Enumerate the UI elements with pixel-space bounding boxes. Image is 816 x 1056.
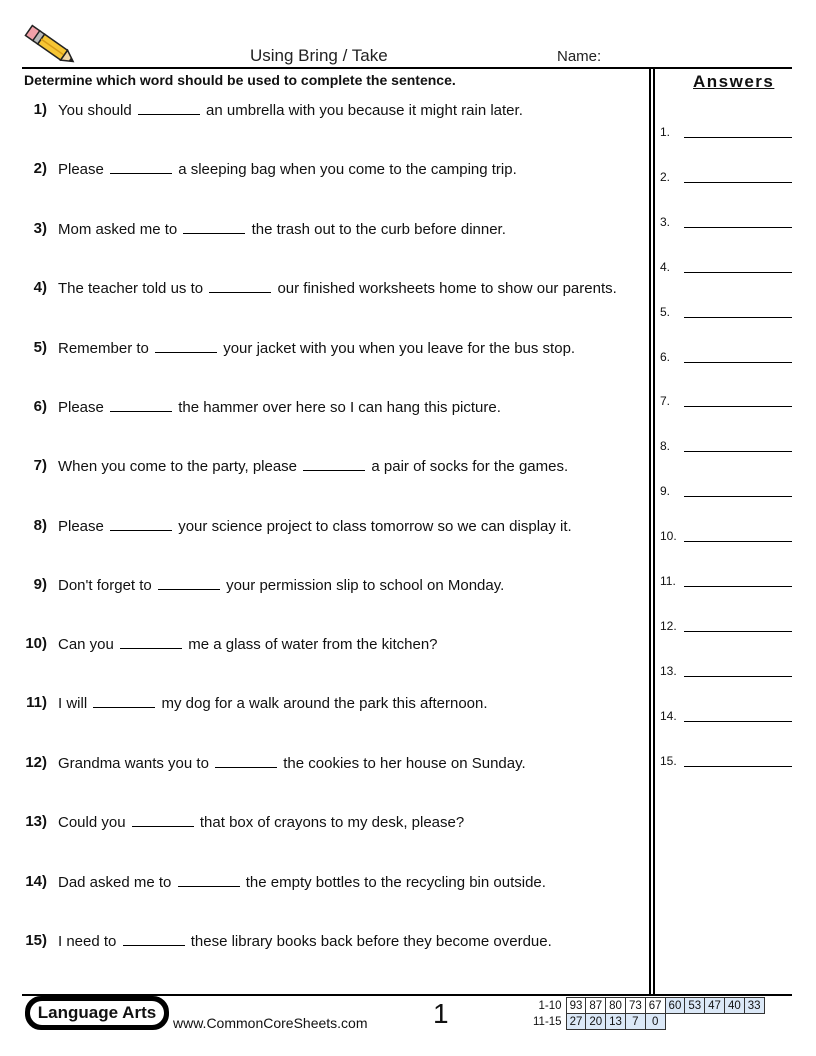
- answer-number: 9.: [660, 484, 671, 499]
- question-text-after: a sleeping bag when you come to the camping trip.: [178, 161, 517, 178]
- answer-item: [660, 305, 792, 321]
- score-cell-empty: [744, 1014, 764, 1030]
- fill-in-blank: [215, 753, 277, 768]
- question-text-after: your science project to class tomorrow so we can display it.: [178, 518, 572, 535]
- fill-in-blank: [110, 397, 172, 412]
- question-text-before: I will: [58, 695, 88, 712]
- score-cell: 80: [606, 998, 626, 1014]
- score-cell: 7: [625, 1014, 645, 1030]
- score-cell: 87: [586, 998, 606, 1014]
- score-cell: 73: [625, 998, 645, 1014]
- question-item: [22, 634, 622, 654]
- question-number: 4): [33, 279, 47, 296]
- answer-number: 1.: [660, 125, 671, 139]
- question-text: [58, 100, 622, 120]
- question-number: 1): [33, 101, 47, 118]
- question-text-after: these library books back before they become overdue.: [190, 933, 552, 950]
- score-cell: 47: [705, 998, 725, 1014]
- question-item: [22, 753, 622, 773]
- answer-line[interactable]: [684, 631, 792, 632]
- column-divider: [649, 67, 651, 995]
- score-row: [530, 998, 764, 1014]
- fill-in-blank: [209, 278, 271, 293]
- question-text-after: the trash out to the curb before dinner.: [251, 221, 506, 238]
- language-arts-logo: [25, 996, 169, 1030]
- answer-line[interactable]: [684, 496, 792, 497]
- question-text-after: your permission slip to school on Monday.: [226, 577, 505, 594]
- score-cell: 33: [744, 998, 764, 1014]
- answer-item: [660, 754, 792, 770]
- question-item: [22, 100, 622, 120]
- fill-in-blank: [110, 159, 172, 174]
- score-cell: 93: [566, 998, 586, 1014]
- question-text: [58, 931, 622, 951]
- question-text-before: Please: [58, 518, 104, 535]
- fill-in-blank: [138, 100, 200, 115]
- score-cell: 53: [685, 998, 705, 1014]
- score-range-label: 1-10: [538, 999, 562, 1012]
- question-number: 2): [33, 160, 47, 177]
- score-cell: 27: [566, 1014, 586, 1030]
- answer-number: 10.: [660, 529, 677, 544]
- question-number: 6): [33, 398, 47, 415]
- question-text-after: an umbrella with you because it might rain later.: [206, 102, 523, 119]
- score-cell-empty: [724, 1014, 744, 1030]
- page-title: Using Bring / Take: [250, 46, 388, 65]
- question-text-before: Please: [58, 399, 104, 416]
- name-label: Name:: [557, 48, 602, 65]
- answer-item: [660, 619, 792, 635]
- fill-in-blank: [183, 219, 245, 234]
- answer-item: [660, 260, 792, 276]
- fill-in-blank: [155, 338, 217, 353]
- question-number: 12): [25, 754, 47, 771]
- question-number: 13): [25, 813, 47, 830]
- question-text-after: the empty bottles to the recycling bin outside.: [245, 874, 546, 891]
- column-divider: [653, 67, 655, 995]
- answer-line[interactable]: [684, 451, 792, 452]
- answer-number: 7.: [660, 394, 671, 409]
- question-text-before: The teacher told us to: [58, 280, 204, 297]
- answer-line[interactable]: [684, 182, 792, 183]
- answer-item: [660, 709, 792, 725]
- score-cell-empty: [685, 1014, 705, 1030]
- fill-in-blank: [178, 872, 240, 887]
- logo-text: Language Arts: [30, 1001, 164, 1025]
- score-cell: 67: [645, 998, 665, 1014]
- answer-line[interactable]: [684, 362, 792, 363]
- answer-number: 3.: [660, 214, 671, 229]
- question-text-before: Please: [58, 161, 104, 178]
- question-text-after: a pair of socks for the games.: [371, 458, 569, 475]
- question-item: [22, 872, 622, 892]
- question-text: [58, 219, 622, 239]
- question-text-before: You should: [58, 102, 132, 119]
- answer-item: [660, 664, 792, 680]
- question-text-after: my dog for a walk around the park this afternoon.: [161, 695, 488, 712]
- question-text-after: the hammer over here so I can hang this picture.: [178, 399, 501, 416]
- question-text: [58, 693, 622, 713]
- answer-item: [660, 170, 792, 186]
- answer-item: [660, 394, 792, 410]
- fill-in-blank: [158, 575, 220, 590]
- question-item: [22, 516, 622, 536]
- fill-in-blank: [93, 693, 155, 708]
- fill-in-blank: [303, 456, 365, 471]
- question-number: 10): [25, 635, 47, 652]
- answer-line[interactable]: [684, 272, 792, 273]
- question-number: 14): [25, 873, 47, 890]
- score-cell: 60: [665, 998, 685, 1014]
- answer-number: 4.: [660, 259, 671, 274]
- question-item: [22, 931, 622, 951]
- question-text-before: Could you: [58, 814, 126, 831]
- question-text-before: Remember to: [58, 340, 149, 357]
- question-item: [22, 219, 622, 239]
- score-range-label: 11-15: [533, 1015, 562, 1028]
- answer-number: 12.: [660, 618, 677, 633]
- answer-number: 2.: [660, 169, 671, 184]
- question-item: [22, 693, 622, 713]
- question-text-before: Don't forget to: [58, 577, 152, 594]
- question-number: 8): [33, 517, 47, 534]
- fill-in-blank: [110, 516, 172, 531]
- answer-line[interactable]: [684, 406, 792, 407]
- score-cell: 13: [606, 1014, 626, 1030]
- question-text-before: Grandma wants you to: [58, 755, 209, 772]
- pencil-icon: [20, 22, 82, 70]
- question-text-before: I need to: [58, 933, 117, 950]
- answer-number: 15.: [660, 753, 677, 768]
- fill-in-blank: [120, 634, 182, 649]
- question-item: [22, 278, 622, 298]
- answer-item: [660, 215, 792, 231]
- question-text: [58, 753, 622, 773]
- answer-item: [660, 350, 792, 366]
- question-text: [58, 634, 622, 654]
- question-number: 9): [33, 576, 47, 593]
- answer-number: 8.: [660, 439, 671, 454]
- question-item: [22, 812, 622, 832]
- question-item: [22, 159, 622, 179]
- question-item: [22, 397, 622, 417]
- question-text-after: your jacket with you when you leave for the bus stop.: [223, 340, 576, 357]
- score-cell: 40: [724, 998, 744, 1014]
- answer-number: 14.: [660, 708, 677, 723]
- question-text: [58, 397, 622, 417]
- question-text: [58, 456, 622, 476]
- score-cell-empty: [705, 1014, 725, 1030]
- question-number: 15): [25, 932, 47, 949]
- answer-line[interactable]: [684, 541, 792, 542]
- answer-number: 13.: [660, 663, 677, 678]
- answer-line[interactable]: [684, 676, 792, 677]
- answer-line[interactable]: [684, 227, 792, 228]
- score-cell: 0: [645, 1014, 665, 1030]
- question-text: [58, 872, 622, 892]
- question-text: [58, 278, 622, 298]
- answer-item: [660, 125, 792, 141]
- score-cell-empty: [665, 1014, 685, 1030]
- answers-heading: Answers: [693, 72, 775, 91]
- page-number: 1: [433, 998, 449, 1029]
- question-text: [58, 812, 622, 832]
- question-number: 3): [33, 220, 47, 237]
- answer-line[interactable]: [684, 317, 792, 318]
- score-cell: 20: [586, 1014, 606, 1030]
- question-number: 11): [26, 694, 47, 711]
- question-text-before: When you come to the party, please: [58, 458, 298, 475]
- header-divider: [22, 67, 792, 69]
- answer-number: 11.: [660, 574, 676, 588]
- question-text: [58, 575, 622, 595]
- question-text-after: our finished worksheets home to show our parents.: [277, 280, 617, 297]
- question-text: [58, 516, 622, 536]
- question-number: 7): [33, 457, 47, 474]
- question-text-before: Can you: [58, 636, 114, 653]
- question-text: [58, 159, 622, 179]
- answer-line[interactable]: [684, 137, 792, 138]
- website-link[interactable]: www.CommonCoreSheets.com: [173, 1015, 368, 1031]
- answer-item: [660, 574, 792, 590]
- score-table: [530, 997, 765, 1030]
- question-text-before: Mom asked me to: [58, 221, 178, 238]
- fill-in-blank: [132, 812, 194, 827]
- question-text: [58, 338, 622, 358]
- instructions: Determine which word should be used to complete the sentence.: [24, 72, 456, 88]
- score-row: [530, 1014, 764, 1030]
- answer-line[interactable]: [684, 721, 792, 722]
- answer-number: 5.: [660, 304, 671, 319]
- question-text-after: that box of crayons to my desk, please?: [199, 814, 465, 831]
- answer-line[interactable]: [684, 586, 792, 587]
- answer-item: [660, 529, 792, 545]
- answer-item: [660, 484, 792, 500]
- question-text-after: the cookies to her house on Sunday.: [283, 755, 526, 772]
- question-item: [22, 456, 622, 476]
- question-item: [22, 575, 622, 595]
- answer-number: 6.: [660, 349, 671, 364]
- fill-in-blank: [123, 931, 185, 946]
- question-number: 5): [33, 339, 47, 356]
- question-text-before: Dad asked me to: [58, 874, 172, 891]
- question-text-after: me a glass of water from the kitchen?: [188, 636, 438, 653]
- question-item: [22, 338, 622, 358]
- answer-line[interactable]: [684, 766, 792, 767]
- answer-item: [660, 439, 792, 455]
